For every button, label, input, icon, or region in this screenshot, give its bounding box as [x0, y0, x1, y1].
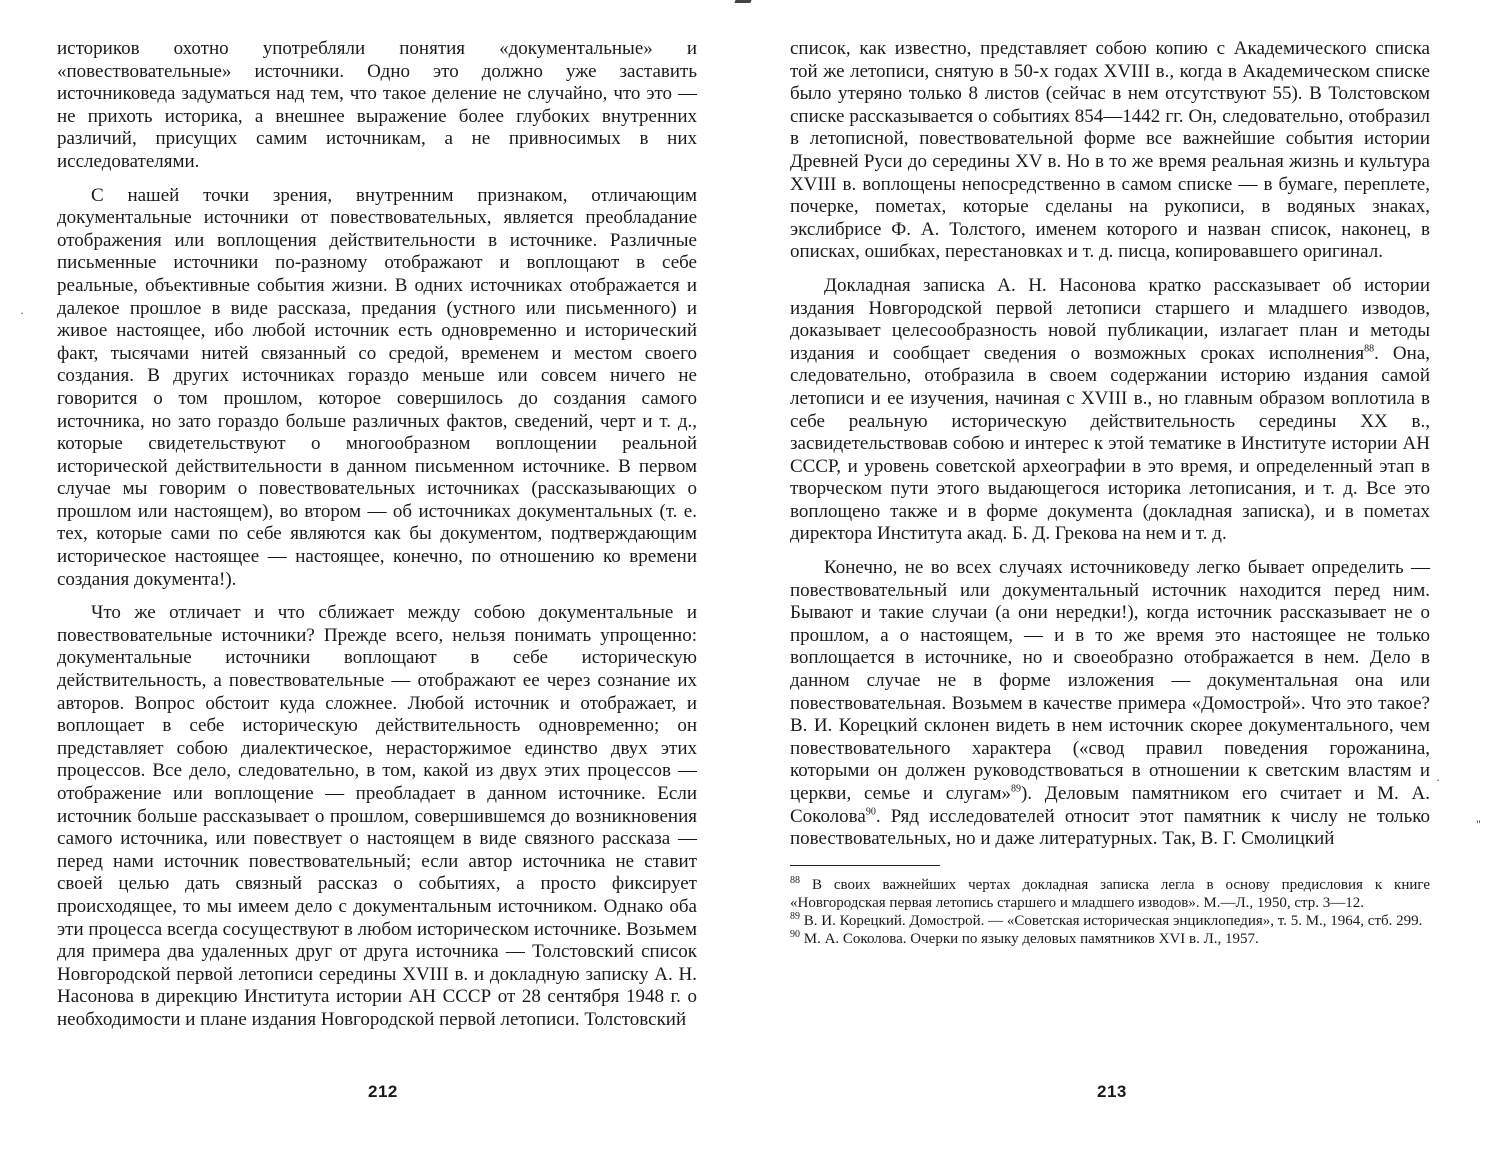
footnote-90: [790, 930, 1430, 948]
left-paragraph-2: С нашей точки зрения, внутренним признаком, отличающим документальные источники от повествовательных, является преобладание отображения или воплощения действительности в источнике. Различные письменные источники по-разному отображают и воплощают в себе реальные, объективные события жизни. В одних источниках отображается и далекое прошлое в виде рассказа, предания (устного или письменного) и живое настоящее, ибо любой источник есть одновременно и исторический факт, тысячами нитей связанный со средой, временем и местом своего создания. В других источниках гораздо меньше или совсем ничего не говорится о том прошлом, которое совершилось до создания самого источника, но зато гораздо больше различных фактов, сведений, черт и т. д., которые свидетельствуют о многообразном воплощении реальной исторической действительности в данном письменном источнике. В первом случае мы говорим о повествовательных источниках (рассказывающих о прошлом или настоящем), во втором — об источниках документальных (т. е. тех, которые сами по себе являются как бы документом, подтверждающим историческое настоящее — настоящее, конечно, по отношению ко времени создания документа!).: [57, 184, 697, 590]
footnote-ref-89: 89: [1010, 783, 1021, 795]
right-paragraph-3-text-a: Конечно, не во всех случаях источниковеду легко бывает определить — повествовательный или документальный источник находится перед ним. Бывают и такие случаи (а они нередки!), когда источник рассказывает не о прошлом, а о настоящем, — и в то же время это настоящее не только воплощается в источнике, но и своеобразно отображается в нем. Дело в данном случае не в форме изложения — документальная она или повествовательная. Возьмем в качестве примера «Домострой». Что это такое? В. И. Корецкий склонен видеть в нем источник скорее документального, чем повествовательного характера («свод правил поведения горожанина, которыми он должен руководствоваться в отношении к светским властям и церкви, семье и слугам»: [790, 557, 1430, 804]
stray-mark: ·: [20, 306, 24, 320]
right-paragraph-3-text-b: ). Деловым памятником его считает и М. А. Соколова: [790, 783, 1430, 827]
right-paragraph-2-text-b: . Она, следовательно, отобразила в своем содержании историю издания самой летописи и ее изучения, начиная с XVIII в., но главным образом воплотила в себе реальную историческую действительность середины XX в., засвидетельствовав собою и интерес к этой тематике в Институте истории АН СССР, и уровень советской археографии в это время, и определенный этап в творческом пути этого выдающегося историка летописания, и т. д. Все это воплощено также и в форме документа (докладная записка), и в пометах директора Института акад. Б. Д. Грекова на нем и т. д.: [790, 342, 1430, 545]
footnote-ref-88: 88: [1364, 343, 1375, 355]
right-paragraph-3: [790, 557, 1430, 851]
stray-mark: ·: [1436, 773, 1440, 787]
footnote-text: М. А. Соколова. Очерки по языку деловых памятников XVI в. Л., 1957.: [803, 930, 1259, 947]
right-paragraph-2-text-a: Докладная записка А. Н. Насонова кратко рассказывает об истории издания Новгородской первой летописи старшего и младшего изводов, доказывает целесообразность новой публикации, излагает план и методы издания и сообщает сведения о возможных сроках исполнения: [790, 274, 1430, 364]
footnote-number: 88: [790, 874, 800, 886]
left-page-number: 212: [368, 1082, 398, 1101]
scan-mark: [734, 0, 751, 3]
left-page: [57, 38, 697, 1032]
stray-mark: ": [1476, 817, 1481, 831]
right-page-number: 213: [1097, 1082, 1127, 1101]
left-paragraph-1: историков охотно употребляли понятия «документальные» и «повествовательные» источники. Одно это должно уже заставить источниковеда задуматься над тем, что такое деление не случайно, что это — не прихоть историка, а внешнее выражение более глубоких внутренних различий, присущих самим источникам, а не привносимых в них исследователями.: [57, 38, 697, 172]
footnote-text: В. И. Корецкий. Домострой. — «Советская историческая энциклопедия», т. 5. М., 1964, стб. 299.: [803, 912, 1423, 929]
footnote-divider: [790, 865, 940, 866]
footnote-89: [790, 912, 1430, 930]
right-page: [790, 38, 1430, 948]
footnote-ref-90: 90: [865, 806, 876, 818]
footnote-number: 90: [790, 928, 800, 940]
right-paragraph-3-text-c: . Ряд исследователей относит этот памятник к числу не только повествовательных, но и даже литературных. Так, В. Г. Смолицкий: [790, 805, 1430, 850]
right-paragraph-1: список, как известно, представляет собою копию с Академического списка той же летописи, снятую в 50-х годах XVIII в., когда в Академическом списке было утеряно только 8 листов (сейчас в нем отсутствуют 55). В Толстовском списке рассказывается о событиях 854—1442 гг. Он, следовательно, отобразил в летописной, повествовательной форме все важнейшие события истории Древней Руси до середины XV в. Но в то же время реальная жизнь и культура XVIII в. воплощены непосредственно в самом списке — в бумаге, переплете, почерке, пометах, которые сделаны на рукописи, в водяных знаках, экслибрисе Ф. А. Толстого, именем которого и назван список, наконец, в описках, ошибках, перестановках и т. д. писца, копировавшего оригинал.: [790, 38, 1430, 263]
footnote-number: 89: [790, 910, 800, 922]
right-paragraph-2: [790, 275, 1430, 546]
footnote-88: [790, 876, 1430, 912]
left-paragraph-3: Что же отличает и что сближает между собою документальные и повествовательные источники? Прежде всего, нельзя понимать упрощенно: документальные источники воплощают в себе историческую действительность, а повествовательные — отображают ее через сознание их авторов. Вопрос обстоит куда сложнее. Любой источник и отображает, и воплощает в себе историческую действительность одновременно; он представляет собою диалектическое, нерасторжимое единство двух этих процессов. Все дело, следовательно, в том, какой из двух этих процессов — отображение или воплощение — преобладает в данном источнике. Если источник больше рассказывает о прошлом, совершившемся до возникновения самого источника, или повествует о настоящем в виде связного рассказа — перед нами источник повествовательный; если автор источника не ставит своей целью дать связный рассказ о событиях, а просто фиксирует происходящее, то мы имеем дело с документальным источником. Однако оба эти процесса всегда сосуществуют в любом историческом источнике. Возьмем для примера два удаленных друг от друга источника — Толстовский список Новгородской первой летописи середины XVIII в. и докладную записку А. Н. Насонова в дирекцию Института истории АН СССР от 28 сентября 1948 г. о необходимости и плане издания Новгородской первой летописи. Толстовский: [57, 602, 697, 1030]
footnote-text: В своих важнейших чертах докладная записка легла в основу предисловия к книге «Новгородская первая летопись старшего и младшего изводов». М.—Л., 1950, стр. 3—12.: [790, 876, 1430, 911]
